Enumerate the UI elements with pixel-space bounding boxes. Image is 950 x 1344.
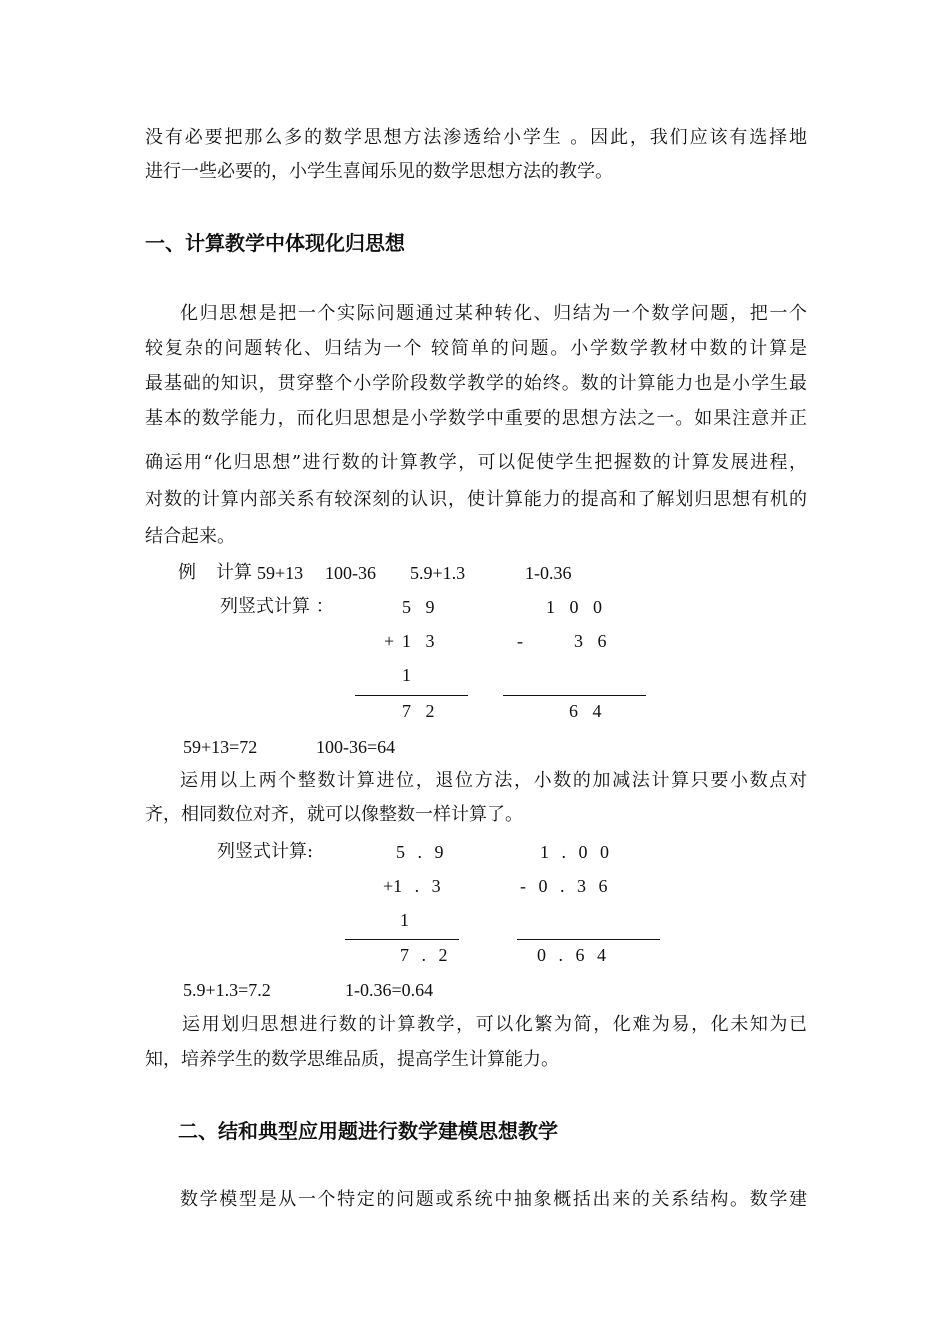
example-expr-2: 100-36	[325, 563, 376, 583]
s1-para2-line-1: 运用以上两个整数计算进位，退位方法，小数的加减法计算只要小数点对	[180, 770, 807, 791]
result-2b: 1-0.36=0.64	[345, 980, 434, 1000]
sub-rule-2	[517, 939, 660, 940]
intro-line-1: 没有必要把那么多的数学思想方法渗透给小学生 。因此，我们应该有选择地	[145, 127, 807, 148]
s1-para2-line-2: 齐，相同数位对齐，就可以像整数一样计算了。	[145, 804, 523, 825]
s1-para3-line-1: 运用划归思想进行数的计算教学，可以化繁为简，化难为易，化未知为已	[182, 1014, 807, 1035]
example-expr-4: 1-0.36	[525, 563, 572, 583]
sub-rule-1	[503, 695, 646, 696]
sub-top-2: 1 . 0 0	[540, 842, 609, 862]
s1-para1-line-3: 最基础的知识，贯穿整个小学阶段数学教学的始终。数的计算能力也是小学生最	[145, 373, 807, 394]
add-bottom-1: 1 3	[402, 631, 435, 651]
vertical-calc-2-label: 列竖式计算:	[217, 841, 314, 862]
add-result-1: 7 2	[402, 701, 435, 721]
intro-line-2: 进行一些必要的，小学生喜闻乐见的数学思想方法的教学。	[145, 161, 613, 182]
example-calc-label: 计算	[216, 562, 252, 583]
s1-para1-line-5: 确运用“化归思想”进行数的计算教学，可以促使学生把握数的计算发展进程，	[145, 452, 807, 473]
s2-para1-line-1: 数学模型是从一个特定的问题或系统中抽象概括出来的关系结构。数学建	[180, 1189, 807, 1210]
s1-para1-line-6: 对数的计算内部关系有较深刻的认识，使计算能力的提高和了解划归思想有机的	[145, 489, 807, 510]
example-label: 例	[178, 562, 196, 583]
sub-top-1: 1 0 0	[546, 597, 602, 617]
carry-2: 1	[400, 910, 409, 930]
add-rule-1	[355, 695, 468, 696]
sub-result-2: 0 . 6 4	[537, 945, 606, 965]
result-1b: 100-36=64	[316, 737, 396, 757]
add-rule-2	[345, 939, 459, 940]
sub-result-1: 6 4	[569, 701, 602, 721]
add-bottom-2: +1 . 3	[383, 876, 441, 896]
vertical-calc-1-label: 列竖式计算 ：	[220, 596, 334, 617]
add-op-1: +	[384, 631, 395, 651]
s1-para1-line-7: 结合起来。	[145, 526, 235, 547]
section-2-heading: 二、结和典型应用题进行数学建模思想教学	[178, 1119, 558, 1143]
sub-bottom-2: - 0 . 3 6	[520, 876, 608, 896]
add-result-2: 7 . 2	[400, 945, 448, 965]
add-top-1: 5 9	[402, 597, 435, 617]
result-1a: 59+13=72	[183, 737, 258, 757]
sub-op-1: -	[517, 631, 523, 651]
carry-1: 1	[402, 665, 411, 685]
result-2a: 5.9+1.3=7.2	[183, 980, 271, 1000]
section-1-heading: 一、计算教学中体现化归思想	[145, 231, 405, 255]
s1-para1-line-4: 基本的数学能力，而化归思想是小学数学中重要的思想方法之一。如果注意并正	[145, 408, 807, 429]
s1-para1-line-2: 较复杂的问题转化、归结为一个 较简单的问题。小学数学教材中数的计算是	[145, 338, 807, 359]
sub-bottom-1: 3 6	[574, 631, 607, 651]
s1-para3-line-2: 知，培养学生的数学思维品质，提高学生计算能力。	[145, 1049, 559, 1070]
add-top-2: 5 . 9	[396, 842, 444, 862]
example-expr-3: 5.9+1.3	[410, 563, 466, 583]
example-expr-1: 59+13	[257, 563, 304, 583]
s1-para1-line-1: 化归思想是把一个实际问题通过某种转化、归结为一个数学问题，把一个	[180, 303, 807, 324]
